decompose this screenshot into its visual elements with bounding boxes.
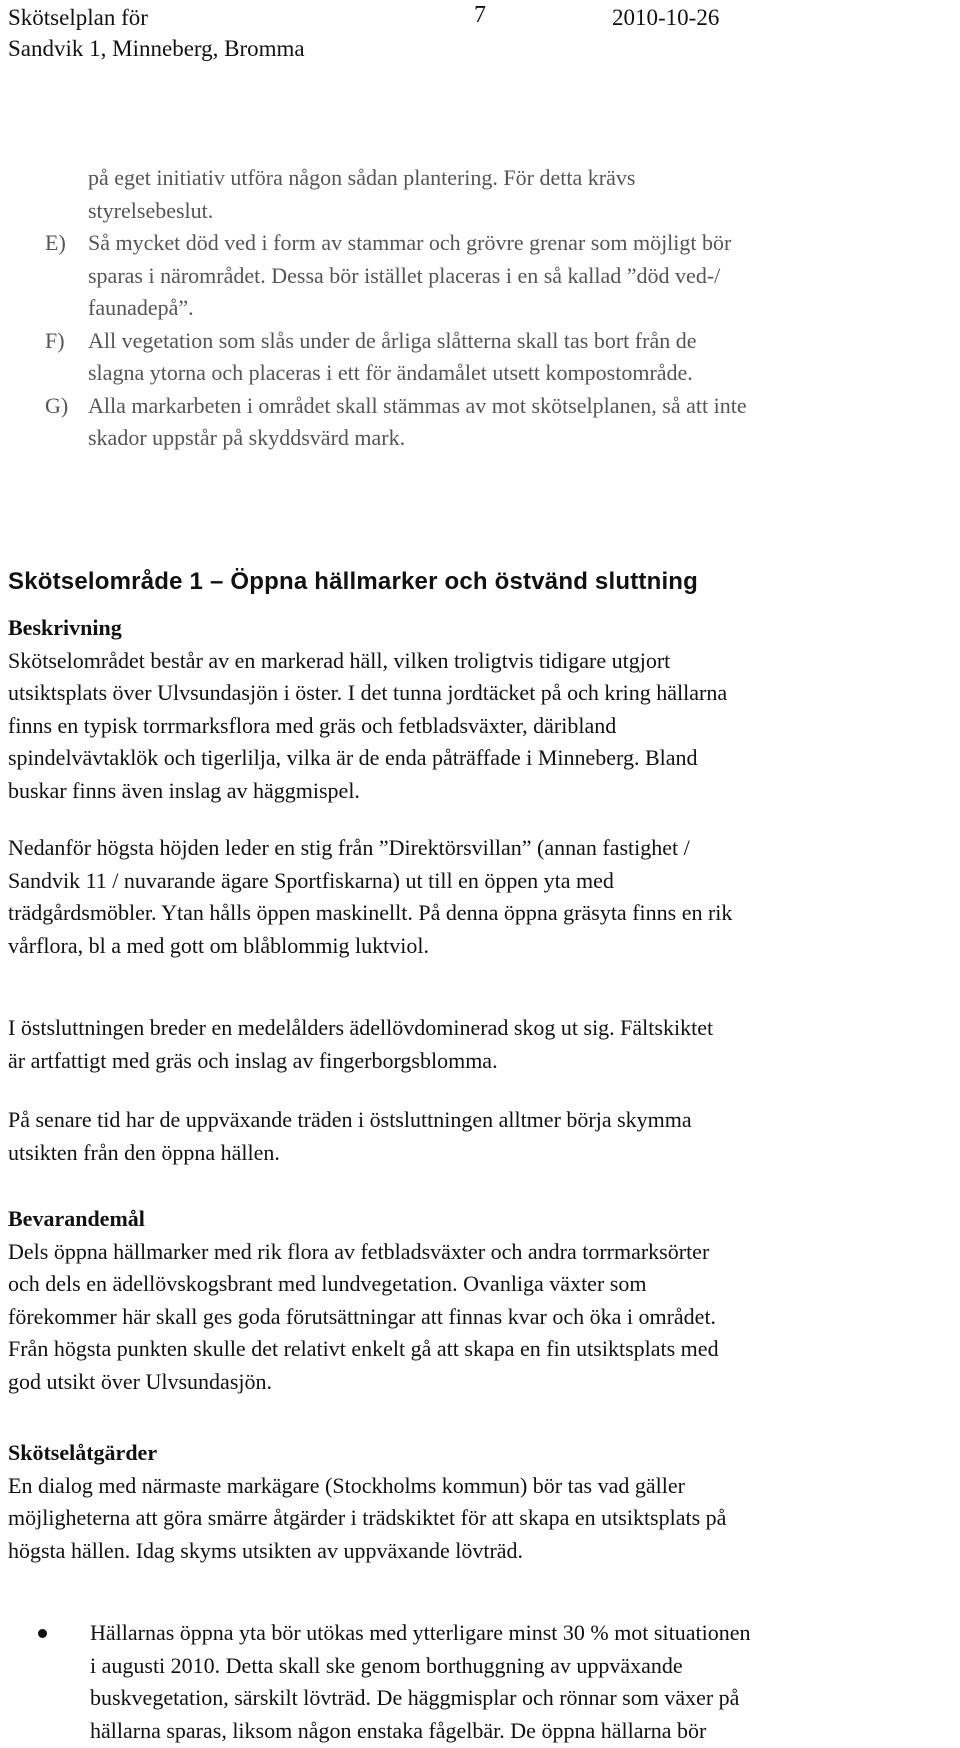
header-subtitle: Sandvik 1, Minneberg, Bromma [8, 36, 305, 61]
text-line: sparas i närområdet. Dessa bör istället placeras i en så kallad ”död ved-/ [88, 262, 721, 288]
section-heading: Skötselområde 1 – Öppna hällmarker och östvänd sluttning [8, 568, 699, 595]
header-title: Skötselplan för [8, 5, 148, 30]
text-line: Sandvik 11 / nuvarande ägare Sportfiskarna) ut till en öppen yta med [8, 867, 614, 893]
bullet-list [8, 1617, 958, 1747]
header-date: 2010-10-26 [612, 5, 720, 30]
text-line: Hällarnas öppna yta bör utökas med ytterligare minst 30 % mot situationen [90, 1620, 751, 1645]
text-line: god utsikt över Ulvsundasjön. [8, 1368, 272, 1394]
text-line: I östsluttningen breder en medelålders ädellövdominerad skog ut sig. Fältskiktet [8, 1015, 714, 1040]
text-line: På senare tid har de uppväxande träden i östsluttningen alltmer börja skymma [8, 1107, 692, 1132]
list-item-label: F) [45, 327, 65, 353]
text-line: Nedanför högsta höjden leder en stig från ”Direktörsvillan” (annan fastighet / [8, 835, 690, 860]
paragraph [8, 1012, 958, 1077]
paragraph [8, 1104, 958, 1169]
text-line: förekommer här skall ges goda förutsättningar att finnas kvar och öka i området. [8, 1303, 717, 1329]
text-line: på eget initiativ utföra någon sådan plantering. För detta krävs [88, 165, 636, 190]
text-line: hällarna sparas, liksom någon enstaka fågelbär. De öppna hällarna bör [90, 1717, 707, 1743]
list-item [8, 1617, 958, 1747]
text-line: utsiktsplats över Ulvsundasjön i öster. I det tunna jordtäcket på och kring hällarna [8, 680, 728, 705]
page-number: 7 [474, 2, 486, 28]
text-line: styrelsebeslut. [88, 197, 214, 223]
page-header [0, 0, 960, 70]
beskrivning-section [8, 612, 958, 807]
text-line: utsikten från den öppna hällen. [8, 1139, 280, 1165]
text-line: trädgårdsmöbler. Ytan hålls öppen maskinellt. På denna öppna gräsyta finns en rik [8, 900, 733, 925]
paragraph [8, 645, 958, 808]
measures-list [8, 162, 958, 455]
list-item-g [8, 390, 958, 455]
text-line: Dels öppna hällmarker med rik flora av fetbladsväxter och andra torrmarksörter [8, 1238, 710, 1264]
text-line: spindelvävtaklök och tigerlilja, vilka är de enda påträffade i Minneberg. Bland [8, 745, 698, 770]
text-line: En dialog med närmaste markägare (Stockholms kommun) bör tas vad gäller [8, 1472, 685, 1498]
text-line: Så mycket död ved i form av stammar och grövre grenar som möjligt bör [88, 230, 732, 255]
text-line: faunadepå”. [88, 295, 194, 320]
text-line: möjligheterna att göra smärre åtgärder i trädskiktet för att skapa en utsiktsplats på [8, 1505, 727, 1530]
bevarandemal-section [8, 1203, 958, 1398]
list-item-label: E) [45, 230, 66, 255]
text-line: Alla markarbeten i området skall stämmas av mot skötselplanen, så att inte [88, 392, 747, 418]
subheading-bevarandemal: Bevarandemål [8, 1206, 145, 1231]
list-continuation [8, 162, 958, 227]
text-line: Från högsta punkten skulle det relativt enkelt gå att skapa en fin utsiktsplats med [8, 1336, 719, 1361]
text-line: vårflora, bl a med gott om blåblommig luktviol. [8, 932, 429, 958]
text-line: och dels en ädellövskogsbrant med lundvegetation. Ovanliga växter som [8, 1271, 647, 1296]
list-item-label: G) [45, 392, 69, 418]
text-line: i augusti 2010. Detta skall ske genom borthuggning av uppväxande [90, 1652, 683, 1678]
skotselatgarder-section [8, 1437, 958, 1567]
text-line: skador uppstår på skyddsvärd mark. [88, 425, 406, 450]
text-line: All vegetation som slås under de årliga slåtterna skall tas bort från de [88, 327, 697, 353]
text-line: Skötselområdet består av en markerad häll, vilken troligtvis tidigare utgjort [8, 647, 671, 673]
text-line: finns en typisk torrmarksflora med gräs och fetbladsväxter, däribland [8, 712, 617, 738]
list-item-e [8, 227, 958, 325]
subheading-beskrivning: Beskrivning [8, 615, 122, 640]
text-line: buskvegetation, särskilt lövträd. De häggmisplar och rönnar som växer på [90, 1685, 740, 1710]
subheading-skotselatgarder: Skötselåtgärder [8, 1440, 158, 1465]
text-line: är artfattigt med gräs och inslag av fingerborgsblomma. [8, 1047, 498, 1073]
text-line: buskar finns även inslag av häggmispel. [8, 777, 360, 803]
list-item-f [8, 325, 958, 390]
bullet-icon [38, 1629, 47, 1638]
text-line: högsta hällen. Idag skyms utsikten av uppväxande lövträd. [8, 1537, 524, 1563]
text-line: slagna ytorna och placeras i ett för ändamålet utsett kompostområde. [88, 360, 693, 385]
paragraph [8, 832, 958, 962]
